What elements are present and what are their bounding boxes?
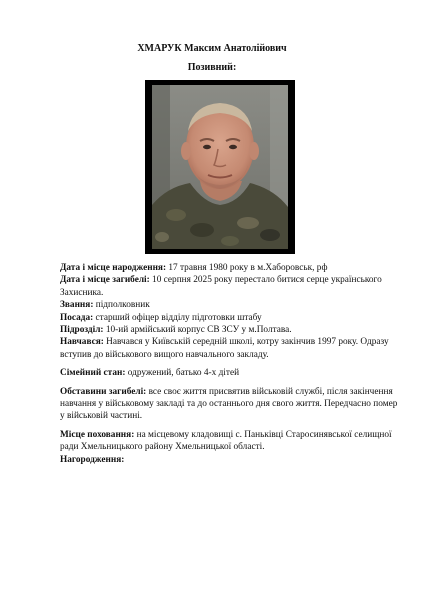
portrait-frame <box>145 80 295 254</box>
family-label: Сімейний стан: <box>60 368 126 379</box>
birth-label: Дата і місце народження: <box>60 263 167 273</box>
rank-row <box>60 299 400 311</box>
position-row <box>60 312 400 324</box>
awards-row <box>60 454 400 466</box>
birth-row <box>60 262 400 274</box>
callsign-label: Позивний: <box>187 62 237 73</box>
education-label: Навчався: <box>60 337 104 348</box>
awards-label: Нагородження: <box>60 454 125 465</box>
death-label: Дата і місце загибелі: <box>60 275 150 286</box>
biography <box>60 262 400 466</box>
unit-label: Підрозділ: <box>60 325 104 336</box>
circumstances-value: все своє життя присвятив військовій службі, після закінчення навчання у військовому закладі та до останнього дня свого життя. Передчасно помер у військовій частині. <box>60 386 398 422</box>
burial-row <box>60 429 400 454</box>
death-value: 10 серпня 2025 року перестало битися серце українського Захисника. <box>60 275 382 298</box>
circumstances-row <box>60 386 400 423</box>
portrait-photo <box>152 85 288 249</box>
family-value: одружений, батько 4-х дітей <box>125 368 240 379</box>
burial-value: на місцевому кладовищі с. Паньківці Старосинявської селищної ради Хмельницького району Хмельницької області. <box>60 429 392 453</box>
position-label: Посада: <box>60 312 94 323</box>
position-value: старший офіцер відділу підготовки штабу <box>93 312 262 323</box>
person-portrait-icon <box>152 85 288 249</box>
birth-value: 17 травня 1980 року в м.Хаборовськ, рф <box>166 263 328 273</box>
circumstances-label: Обставини загибелі: <box>60 386 147 397</box>
rank-label: Звання: <box>60 300 94 311</box>
education-value: Навчався у Київській середній школі, котру закінчив 1997 року. Одразу вступив до військового вищого навчального закладу. <box>60 337 389 360</box>
burial-label: Місце поховання: <box>60 429 135 440</box>
person-name: ХМАРУК Максим Анатолійович <box>137 43 287 54</box>
family-row <box>60 367 400 379</box>
death-row <box>60 274 400 299</box>
unit-row <box>60 324 400 336</box>
unit-value: 10-ий армійський корпус СВ ЗСУ у м.Полтава. <box>103 325 292 336</box>
rank-value: підполковник <box>93 300 150 311</box>
education-row <box>60 336 400 361</box>
